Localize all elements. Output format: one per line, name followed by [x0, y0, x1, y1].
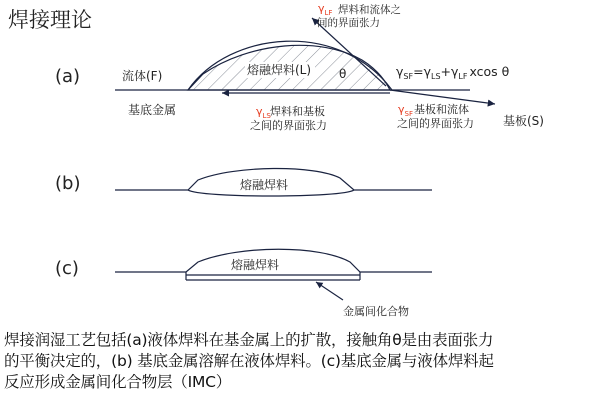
theta-symbol: θ — [339, 67, 347, 81]
gamma-ls-line2: 之间的界面张力 — [250, 119, 327, 132]
gamma-lf-symbol: $\gamma_{LF}$ — [318, 2, 333, 17]
caption-line-3: 反应形成金属间化合物层（IMC） — [4, 373, 232, 391]
fluid-label: 流体(F) — [122, 69, 163, 83]
panel-a-label: (a) — [55, 66, 81, 87]
panel-b-label: (b) — [55, 173, 81, 194]
caption-line-1: 焊接润湿工艺包括(a)液体焊料在基金属上的扩散，接触角θ是由表面张力 — [4, 331, 494, 349]
gamma-sf-symbol: $\gamma_{SF}$ — [398, 103, 413, 118]
gamma-sf-line1: 基板和流体 — [414, 103, 469, 116]
molten-solder-label-c: 熔融焊料 — [231, 258, 280, 272]
molten-solder-label-b: 熔融焊料 — [240, 178, 289, 192]
caption-line-2: 的平衡决定的，(b) 基底金属溶解在液体焊料。(c)基底金属与液体焊料起 — [4, 352, 494, 370]
gamma-lf-line2: 间的界面张力 — [317, 17, 380, 29]
young-equation: $\gamma_{SF}=\gamma_{LS}+\gamma_{LF}$ xcos θ — [396, 64, 510, 81]
imc-label: 金属间化合物 — [343, 305, 409, 318]
base-metal-label: 基底金属 — [128, 103, 177, 117]
gamma-sf-arrow — [390, 90, 495, 104]
caption — [4, 330, 586, 393]
molten-solder-label-a: 熔融焊料(L) — [247, 63, 312, 77]
gamma-ls-symbol: $\gamma_{LS}$ — [256, 105, 271, 120]
panel-c-label: (c) — [55, 258, 79, 279]
slide-title: 焊接理论 — [8, 8, 92, 32]
substrate-label: 基板(S) — [503, 114, 544, 128]
gamma-sf-line2: 之间的界面张力 — [397, 117, 474, 130]
gamma-lf-line1: 焊料和流体之 — [338, 4, 401, 16]
gamma-ls-line1: 焊料和基板 — [270, 105, 325, 118]
imc-pointer-arrow — [316, 282, 343, 300]
